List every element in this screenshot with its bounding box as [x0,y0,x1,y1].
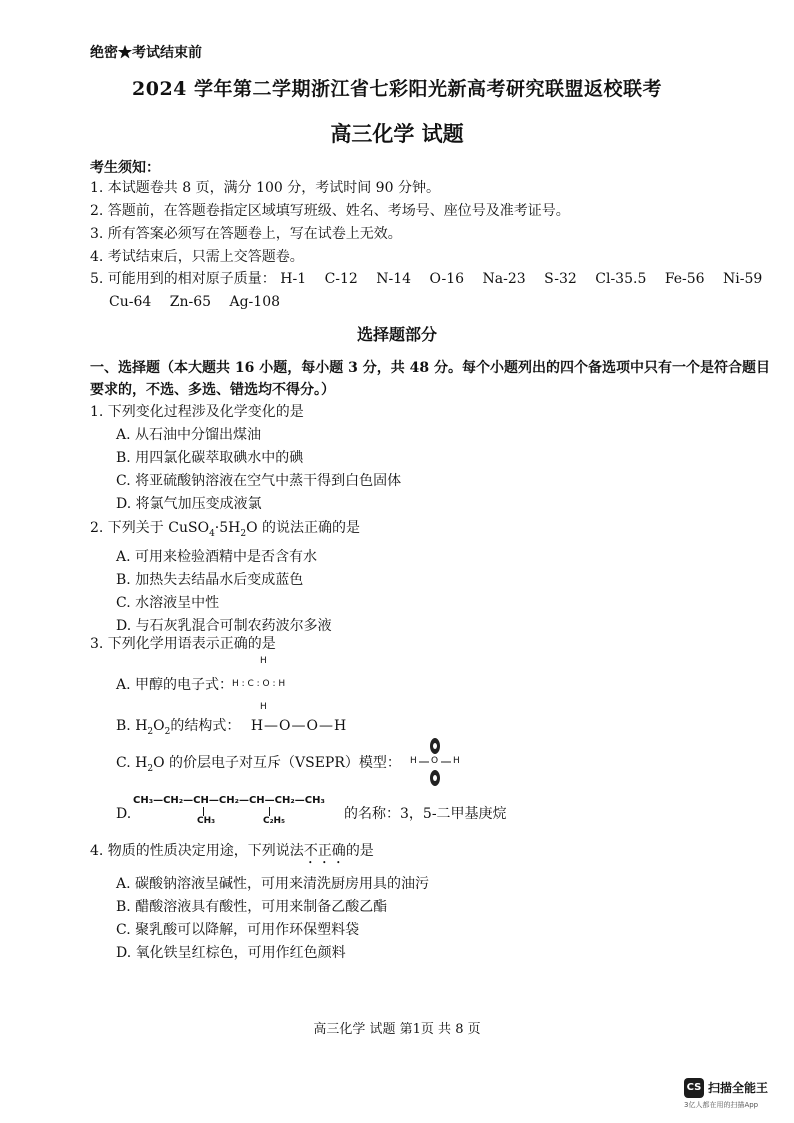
methanol-lewis-structure [232,656,312,716]
vsepr-model [410,736,466,788]
atomic-mass: O-16 [429,271,465,287]
atomic-masses [90,268,762,314]
camscanner-logo-icon: CS [684,1078,704,1098]
option-b: B. 加热失去结晶水后变成蓝色 [116,571,304,588]
question-2 [90,517,360,638]
atomic-mass: N-14 [376,271,412,287]
lewis-h-bottom: H [260,702,267,712]
atomic-mass: Ni-59 [723,271,763,287]
branch-bond [269,807,270,816]
notice-item: 2. 答题前，在答题卷指定区域填写班级、姓名、考场号、座位号及准考证号。 [90,203,570,219]
confidential-label: 绝密★考试结束前 [90,45,202,61]
option-b: B. 醋酸溶液具有酸性，可用来制备乙酸乙酯 [116,899,388,915]
vsepr-h-left: H [410,756,417,766]
notice-item: 3. 所有答案必须写在答题卷上，写在试卷上无效。 [90,226,402,242]
question-1 [90,401,401,516]
option-a-label: A. 甲醇的电子式： [116,677,234,693]
notice-item: 4. 考试结束后，只需上交答题卷。 [90,249,304,265]
alkane-structure [133,795,343,829]
atomic-masses-row [90,268,762,291]
question-stem: 1. 下列变化过程涉及化学变化的是 [90,404,304,420]
lewis-middle-row: H : C : O : H [232,679,286,689]
lewis-h-top: H [260,656,267,666]
question-3-option-d-label: D. [116,806,132,822]
option-c: C. 聚乳酸可以降解，可用作环保塑料袋 [116,922,360,938]
branch-bond [203,807,204,816]
option-d: D. 氧化铁呈红棕色，可用作红色颜料 [116,945,346,961]
question-4 [90,840,429,965]
alkane-main-chain: CH₃—CH₂—CH—CH₂—CH—CH₂—CH₃ [133,795,325,806]
atomic-mass: Ag-108 [229,294,281,310]
question-3-option-a [116,674,233,697]
vsepr-h-right: H [453,756,460,766]
question-stem: 2. 下列关于 $CuSO_4\cdot 5H_2O$ 的说法正确的是 [90,520,361,539]
h2o2-structural-formula: H—O—O—H [250,718,348,734]
alkane-branch-ethyl: C₂H₅ [263,816,286,826]
scanner-tagline: 3亿人都在用的扫描App [684,1100,759,1109]
notice-list [90,177,570,269]
section-title: 选择题部分 [356,325,437,344]
atomic-mass: C-12 [324,271,358,287]
atomic-masses-row [90,291,762,314]
atomic-mass: Cu-64 [109,294,152,310]
option-a: A. 碳酸钠溶液呈碱性，可用来清洗厨房用具的油污 [116,876,430,892]
alkane-branch-methyl: CH₃ [197,816,216,826]
scanner-app-name: 扫描全能王 [708,1081,769,1095]
question-stem: 4. 物质的性质决定用途，下列说法不正确的是 [90,843,374,859]
notice-item: 1. 本试题卷共 8 页，满分 100 分，考试时间 90 分钟。 [90,180,440,196]
vsepr-o: O [431,756,439,766]
atomic-mass: Cl-35.5 [595,271,647,287]
scanner-watermark [684,1077,768,1110]
question-3-option-c: C. $H_2O$ 的价层电子对互斥（VSEPR）模型： [116,755,401,774]
question-3-option-b: B. $H_2O_2$的结构式： H—O—O—H [116,718,348,737]
option-d: D. 将氯气加压变成液氯 [116,496,262,512]
atomic-mass: H-1 [280,271,307,287]
emphasis-text: 不正确 [303,843,346,859]
atomic-mass: Fe-56 [664,271,705,287]
notice-heading: 考生须知： [90,160,160,176]
atomic-mass: Zn-65 [169,294,212,310]
question-3-option-d-name: 的名称：3，5-二甲基庚烷 [344,806,507,822]
page-footer: 高三化学 试题 第1页 共 8 页 [313,1022,481,1037]
option-d: D. 与石灰乳混合可制农药波尔多液 [116,617,332,634]
atomic-mass: Na-23 [482,271,526,287]
exam-subtitle: 高三化学 试题 [330,121,464,146]
option-a: A. 可用来检验酒精中是否含有水 [116,548,318,565]
option-a: A. 从石油中分馏出煤油 [116,427,262,443]
part-instructions: 一、选择题（本大题共 16 小题，每小题 3 分，共 48 分。每个小题列出的四个备选项中只有一个是符合题目要求的，不选、多选、错选均不得分。） [90,360,770,398]
exam-title: 2024 学年第二学期浙江省七彩阳光新高考研究联盟返校联考 [132,78,662,100]
atomic-masses-label: 5. 可能用到的相对原子质量： [90,271,276,287]
option-b: B. 用四氯化碳萃取碘水中的碘 [116,450,304,466]
atomic-mass: S-32 [544,271,577,287]
option-c: C. 水溶液呈中性 [116,594,220,611]
option-c: C. 将亚硫酸钠溶液在空气中蒸干得到白色固体 [116,473,402,489]
question-3-stem: 3. 下列化学用语表示正确的是 [90,636,276,652]
